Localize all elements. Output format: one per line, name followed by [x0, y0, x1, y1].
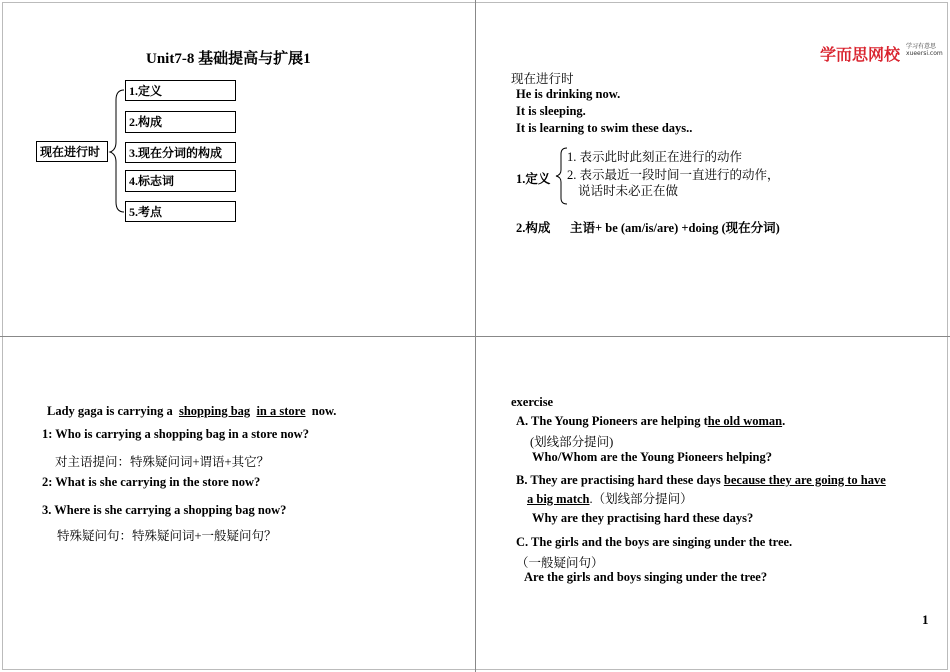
exercise-b: B. They are practising hard these days because they are going to have	[516, 473, 886, 487]
exercise-b-answer: Why are they practising hard these days?	[532, 511, 754, 525]
example-2: It is sleeping.	[516, 104, 586, 118]
page-number: 1	[922, 612, 929, 627]
example-3: It is learning to swim these days..	[516, 121, 693, 135]
question-1: 1: Who is carrying a shopping bag in a store now?	[42, 427, 309, 441]
exercise-heading: exercise	[511, 395, 554, 409]
brand-logo: 学而思网校 学习有意思 xueersi.com	[820, 43, 943, 64]
exercise-c-note: （一般疑问句）	[516, 556, 604, 570]
slide-title: Unit7-8 基础提高与扩展1	[146, 51, 311, 67]
mindmap-item-3: 3.现在分词的构成	[125, 142, 236, 163]
exercise-b-cont: a big match.（划线部分提问）	[527, 492, 693, 506]
mindmap-item-5: 5.考点	[125, 201, 236, 222]
exercise-a-answer: Who/Whom are the Young Pioneers helping?	[532, 450, 772, 464]
question-3: 3. Where is she carrying a shopping bag now?	[42, 503, 287, 517]
example-1: He is drinking now.	[516, 87, 621, 101]
structure-text: 主语+ be (am/is/are) +doing (现在分词)	[570, 221, 780, 235]
exercise-a: A. The Young Pioneers are helping the old woman.	[516, 414, 786, 428]
definition-3: 说话时未必正在做	[578, 184, 679, 198]
definition-label: 1.定义	[516, 172, 551, 186]
mindmap-item-1: 1.定义	[125, 80, 236, 101]
section-heading: 现在进行时	[511, 72, 574, 86]
mindmap-item-2: 2.构成	[125, 111, 236, 133]
topic-box: 现在进行时	[36, 141, 108, 162]
mindmap-item-4: 4.标志词	[125, 170, 236, 192]
definition-1: 1. 表示此时此刻正在进行的动作	[567, 150, 743, 164]
exercise-c-answer: Are the girls and boys singing under the tree?	[524, 570, 768, 584]
quadrant-divider-horizontal	[0, 336, 950, 337]
note-1: 对主语提问：特殊疑问词+谓语+其它？	[55, 455, 270, 469]
exercise-c: C. The girls and the boys are singing under the tree.	[516, 535, 793, 549]
definition-2: 2. 表示最近一段时间一直进行的动作，	[567, 168, 780, 182]
question-2: 2: What is she carrying in the store now?	[42, 475, 261, 489]
example-sentence: Lady gaga is carrying a shopping bag in a store now.	[47, 404, 337, 418]
structure-label: 2.构成	[516, 221, 551, 235]
exercise-a-note: (划线部分提问)	[530, 435, 614, 449]
note-2: 特殊疑问句：特殊疑问词+一般疑问句？	[57, 529, 277, 543]
